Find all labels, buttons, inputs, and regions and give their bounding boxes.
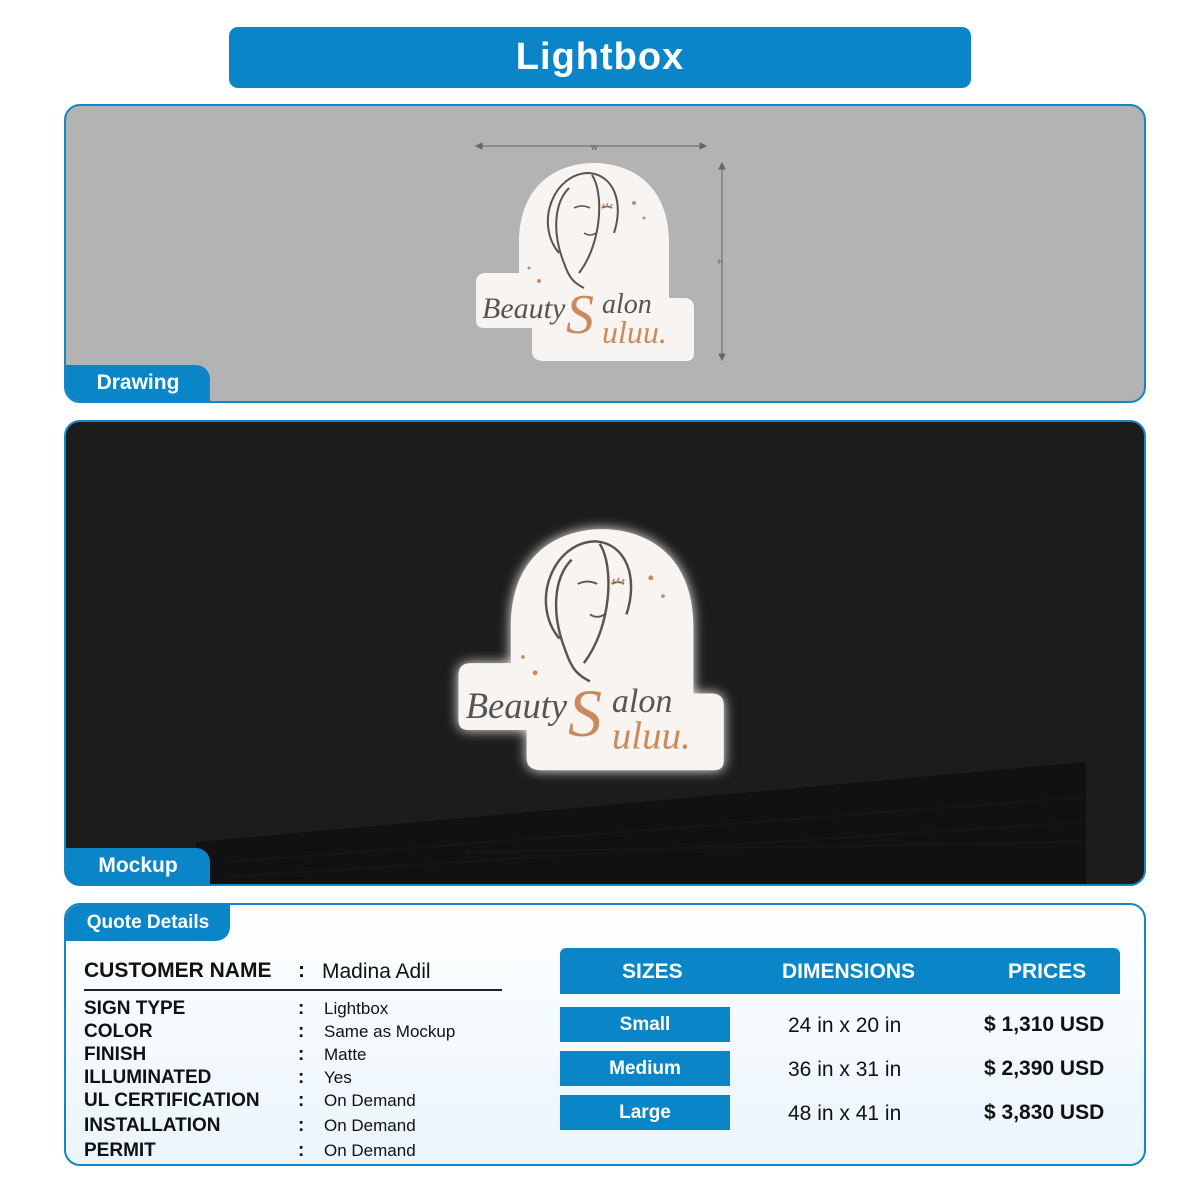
spec-value: Yes	[324, 1068, 352, 1087]
price-medium: $ 2,390 USD	[984, 1057, 1105, 1080]
customer-name-value: Madina Adil	[322, 960, 431, 983]
size-large-button[interactable]: Large	[560, 1095, 730, 1130]
sign-text-salon: alon	[602, 289, 652, 320]
spec-label: ILLUMINATED	[84, 1067, 212, 1088]
spec-row-finish	[84, 1044, 524, 1068]
customer-name-colon: :	[298, 959, 305, 982]
spec-label: SIGN TYPE	[84, 998, 186, 1019]
spec-value: Lightbox	[324, 999, 389, 1018]
size-medium-button[interactable]: Medium	[560, 1051, 730, 1086]
spec-value: On Demand	[324, 1091, 416, 1110]
size-small-button[interactable]: Small	[560, 1007, 730, 1042]
spec-row-color	[84, 1021, 524, 1045]
drawing-panel	[64, 104, 1146, 403]
quote-details-tab: Quote Details	[66, 905, 230, 941]
customer-name-label: CUSTOMER NAME	[84, 959, 272, 982]
sign-text-beauty: Beauty	[465, 684, 568, 726]
spec-value: Matte	[324, 1045, 367, 1064]
spec-label: PERMIT	[84, 1140, 156, 1161]
spec-value: On Demand	[324, 1116, 416, 1135]
spec-colon: :	[298, 1067, 305, 1088]
spec-colon: :	[298, 1044, 305, 1065]
spec-row-sign-type	[84, 998, 524, 1022]
spec-colon: :	[298, 998, 305, 1019]
spec-colon: :	[298, 1021, 305, 1042]
sign-text-beauty: Beauty	[482, 292, 566, 325]
sign-text-big-s: S	[566, 284, 594, 346]
sign-drawing	[466, 136, 736, 366]
spec-label: FINISH	[84, 1044, 147, 1065]
spec-row-ul-certification	[84, 1090, 524, 1114]
spec-row-permit	[84, 1140, 524, 1164]
spec-label: INSTALLATION	[84, 1115, 221, 1136]
mockup-tab: Mockup	[66, 848, 210, 884]
drawing-tab: Drawing	[66, 365, 210, 401]
spec-colon: :	[298, 1090, 305, 1111]
header-sizes: SIZES	[622, 960, 683, 983]
header-prices: PRICES	[1008, 960, 1087, 983]
spec-row-illuminated	[84, 1067, 524, 1091]
dimension-small: 24 in x 20 in	[788, 1014, 902, 1037]
height-label: H	[718, 259, 724, 266]
sign-text-brand: uluu.	[611, 714, 691, 758]
sign-mockup	[431, 517, 761, 797]
customer-name-divider	[84, 989, 502, 991]
sign-text-big-s: S	[568, 675, 603, 752]
dimension-medium: 36 in x 31 in	[788, 1058, 902, 1081]
quote-details-panel	[64, 903, 1146, 1166]
spec-row-installation	[84, 1115, 524, 1139]
sign-text-brand: uluu.	[602, 314, 667, 350]
spec-colon: :	[298, 1140, 305, 1161]
width-label: W	[591, 145, 598, 152]
pricing-table-header	[560, 948, 1120, 994]
sign-text-salon: alon	[611, 682, 673, 720]
spec-label: UL CERTIFICATION	[84, 1090, 260, 1111]
price-large: $ 3,830 USD	[984, 1101, 1105, 1124]
page-title: Lightbox	[229, 27, 971, 88]
header-dimensions: DIMENSIONS	[782, 960, 916, 983]
spec-label: COLOR	[84, 1021, 153, 1042]
spec-value: Same as Mockup	[324, 1022, 456, 1041]
dimension-large: 48 in x 41 in	[788, 1102, 902, 1125]
price-small: $ 1,310 USD	[984, 1013, 1105, 1036]
spec-value: On Demand	[324, 1141, 416, 1160]
spec-colon: :	[298, 1115, 305, 1136]
mockup-panel	[64, 420, 1146, 886]
